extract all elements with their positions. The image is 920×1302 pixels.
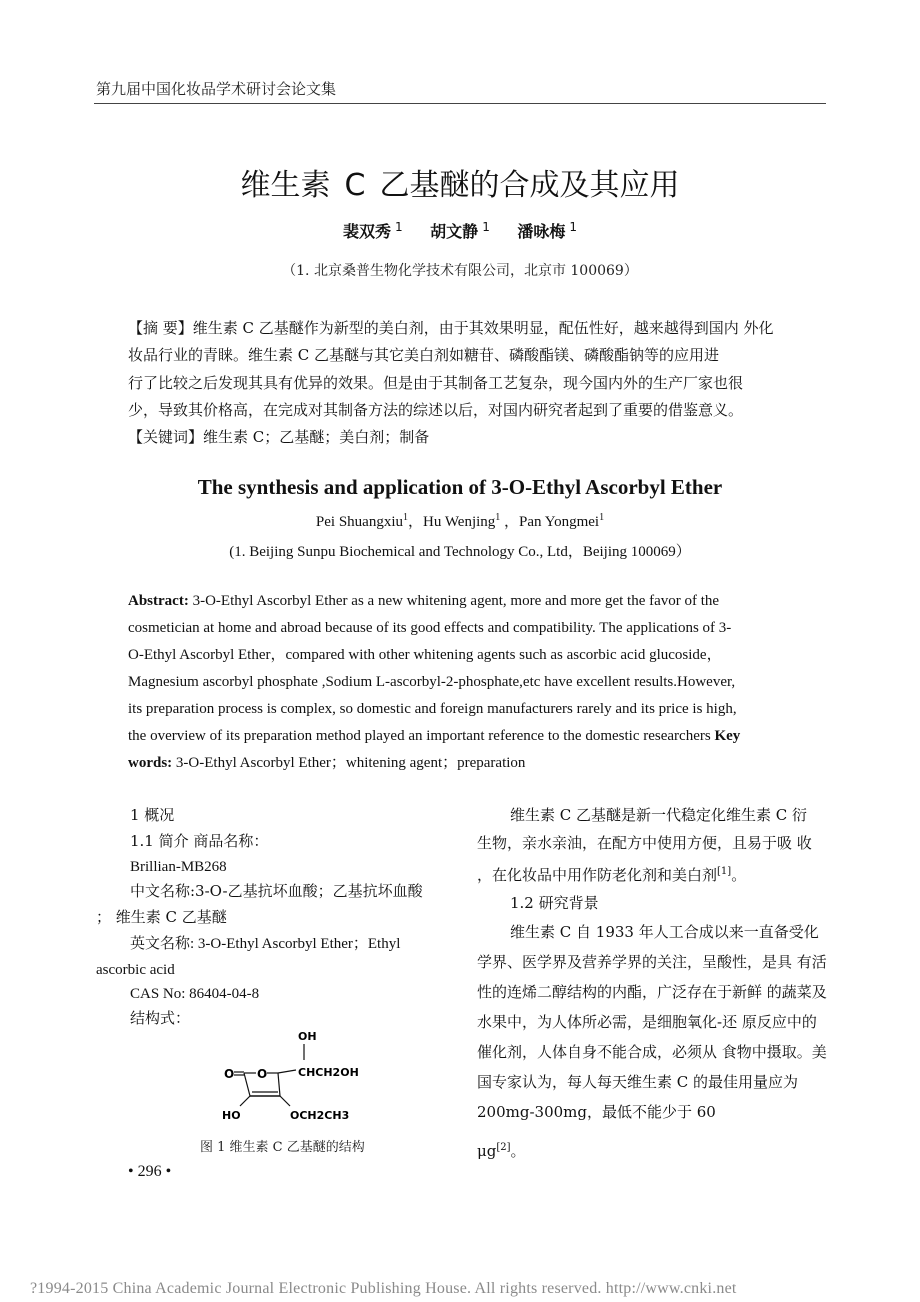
english-author-name: Pei Shuangxiu [315,514,403,530]
figure-caption: 图 1 维生素 C 乙基醚的结构 [200,1140,365,1155]
body-line: 生物，亲水亲油，在配方中使用方便，且易于吸 收 [477,834,812,852]
body-text: 。 [510,1142,526,1160]
body-text: 。 [731,866,747,884]
section-heading: 1 概况 [130,806,175,824]
body-text: μg [477,1142,497,1160]
abstract-en-text: 3-O-Ethyl Ascorbyl Ether as a new whitening agent, more and more get the favor of the [192,593,720,609]
paper-title [0,160,920,204]
structure-bond [240,1096,250,1106]
author-separator: ， [408,514,424,530]
header-rule [94,103,826,104]
english-author-name: Hu Wenjing [423,514,496,530]
abstract-label: Abstract: [128,593,189,609]
abstract-en-line [128,591,719,611]
affiliation-cn: （1. 北京桑普生物化学技术有限公司，北京市 100069） [282,263,638,279]
abstract-en-line: Magnesium ascorbyl phosphate ,Sodium L-ascorbyl-2-phosphate,etc have excellent results.However, [128,674,736,690]
title-part-3: 乙基醚的合成及其应用 [379,168,680,203]
abstract-cn-line: 行了比较之后发现其具有优异的效果。但是由于其制备工艺复杂，现今国内外的生产厂家也很 [128,374,744,392]
abstract-en-line: O-Ethyl Ascorbyl Ether，compared with other whitening agents such as ascorbic acid glucoside， [128,647,722,663]
author-affil-mark: 1 [394,219,403,234]
structure-ethoxy: OCH2CH3 [290,1109,350,1122]
abstract-cn-line: 【摘 要】维生素 C 乙基醚作为新型的美白剂，由于其效果明显，配伍性好，越来越得到国内 外化 [128,319,774,337]
body-line: 催化剂，人体自身不能合成，必须从 食物中摄取。美 [477,1043,827,1061]
chemical-structure-diagram [218,1026,398,1126]
title-part-2: C [344,168,366,203]
author-list [0,219,920,242]
structure-bond [278,1070,296,1073]
structure-ho: HO [222,1109,241,1122]
abstract-en-line: its preparation process is complex, so domestic and foreign manufacturers rarely and its price is high, [128,701,737,717]
body-text: ，在化妆品中用作防老化剂和美白剂 [477,866,718,884]
trade-name: Brillian-MB268 [130,859,227,875]
author-affil-mark: 1 [495,512,501,523]
copyright-footer: ?1994-2015 China Academic Journal Electronic Publishing House. All rights reserved. http://www.cnki.net [30,1280,737,1297]
author-affil-mark: 1 [482,219,490,234]
author-name: 裴双秀 [342,222,391,241]
page-number: • 296 • [128,1163,172,1180]
citation-ref: [1] [717,866,732,877]
chinese-name: 中文名称:3-O-乙基抗坏血酸；乙基抗坏血酸 [130,882,423,900]
body-line [477,1138,526,1161]
english-author-list [0,510,920,531]
abstract-en-line: cosmetician at home and abroad because of its good effects and compatibility. The applications of 3- [128,620,732,636]
body-line: 200mg-300mg，最低不能少于 60 [477,1103,716,1121]
author-affil-mark: 1 [569,219,578,234]
author-separator: ， [500,514,520,530]
subsection-heading: 1.1 简介 商品名称： [130,832,269,850]
body-line: 维生素 C 自 1933 年人工合成以来一直备受化 [510,923,819,941]
structure-o-ketone: O [224,1067,235,1081]
chinese-name-cont: ； 维生素 C 乙基醚 [96,908,227,926]
abstract-cn-line: 妆品行业的青睐。维生素 C 乙基醚与其它美白剂如糖苷、磷酸酯镁、磷酸酯钠等的应用进 [128,346,720,364]
abstract-en-text: the overview of its preparation method played an important reference to the domestic researchers [128,728,715,744]
keywords-label: Key [714,728,741,744]
body-line: 国专家认为，每人每天维生素 C 的最佳用量应为 [477,1073,799,1091]
author-name: 胡文静 [430,222,479,241]
citation-ref: [2] [496,1142,511,1153]
structure-o-ring: O [257,1067,268,1081]
keywords-en [128,753,525,773]
keywords-label: words: [128,755,173,771]
keywords-text: 3-O-Ethyl Ascorbyl Ether；whitening agent；preparation [175,755,526,771]
structure-side-chain: CHCH2OH [298,1066,359,1079]
english-affiliation: (1. Beijing Sunpu Biochemical and Technology Co., Ltd，Beijing 100069） [229,544,691,560]
title-part-1: 维生素 [240,168,331,203]
subsection-heading: 1.2 研究背景 [510,894,599,912]
keywords-cn: 【关键词】维生素 C；乙基醚；美白剂；制备 [128,428,430,446]
body-line [477,862,746,885]
structure-label: 结构式： [130,1009,191,1027]
body-line: 性的连烯二醇结构的内酯，广泛存在于新鲜 的蔬菜及 [477,983,827,1001]
author-affil-mark: 1 [403,512,408,523]
body-line: 维生素 C 乙基醚是新一代稳定化维生素 C 衍 [510,806,808,824]
abstract-en-line [128,726,740,746]
structure-bond [278,1073,280,1096]
author-name: 潘咏梅 [517,222,566,241]
structure-bond [280,1096,290,1106]
structure-oh-top: OH [298,1030,317,1043]
author-affil-mark: 1 [599,512,605,523]
structure-bond [244,1073,250,1096]
abstract-cn-line: 少，导致其价格高，在完成对其制备方法的综述以后，对国内研究者起到了重要的借鉴意义。 [128,401,744,419]
cas-number: CAS No: 86404-04-8 [130,986,260,1002]
body-line: 水果中，为人体所必需，是细胞氧化-还 原反应中的 [477,1013,817,1031]
english-name-cont: ascorbic acid [96,962,175,978]
running-head: 第九届中国化妆品学术研讨会论文集 [96,80,337,98]
body-line: 学界、医学界及营养学界的关注，呈酸性，是具 有活 [477,953,827,971]
english-name: 英文名称: 3-O-Ethyl Ascorbyl Ether；Ethyl [130,936,401,952]
english-author-name: Pan Yongmei [519,514,600,530]
english-title: The synthesis and application of 3-O-Ethyl Ascorbyl Ether [197,475,723,499]
